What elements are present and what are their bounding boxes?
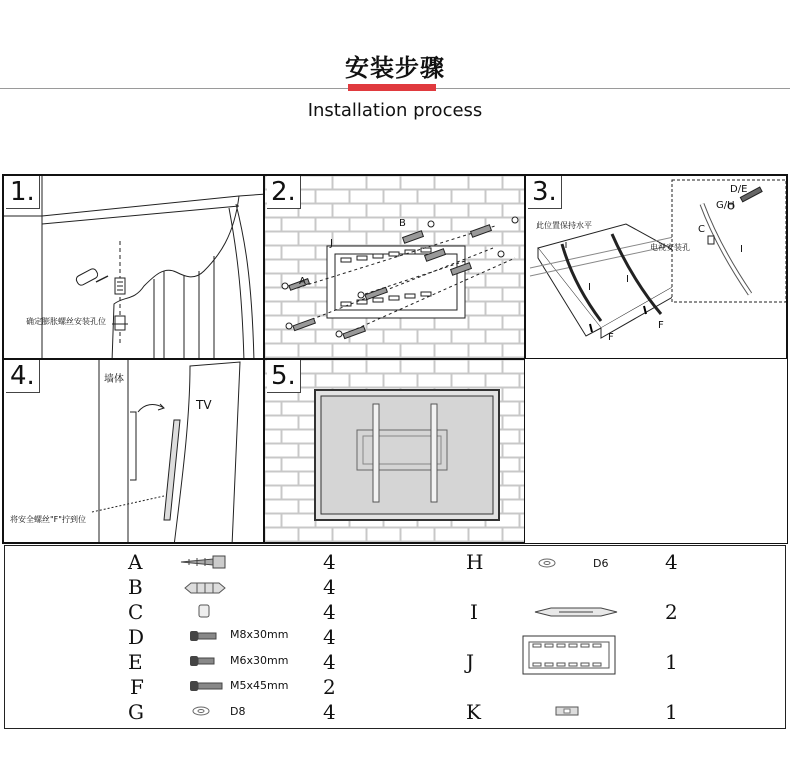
label-f-right: F xyxy=(658,320,664,331)
step-4-panel xyxy=(2,358,265,544)
wall-label: 墙体 xyxy=(104,374,124,385)
part-j-qty: 1 xyxy=(665,650,678,674)
bolt-icon xyxy=(189,630,219,642)
part-b-qty: 4 xyxy=(323,575,336,599)
spacer-icon xyxy=(197,603,213,619)
part-h-qty: 4 xyxy=(665,550,678,574)
brick xyxy=(452,542,485,544)
brick xyxy=(418,542,451,544)
label-i-right: I xyxy=(740,244,743,255)
wall-plate-icon xyxy=(521,634,617,676)
wall-anchor-icon xyxy=(183,580,227,596)
part-c-letter: C xyxy=(128,600,144,624)
step-1-illustration xyxy=(4,176,265,360)
lag-screw-icon xyxy=(179,554,229,570)
bubble-level-icon xyxy=(555,705,581,717)
washer-icon xyxy=(191,705,211,717)
part-d-spec: M8x30mm xyxy=(230,628,289,641)
part-g-spec: D8 xyxy=(230,705,246,718)
step-3-illustration xyxy=(526,176,788,360)
part-k-qty: 1 xyxy=(665,700,678,724)
level-note: 此位置保持水平 xyxy=(536,221,592,230)
label-f-left: F xyxy=(608,332,614,343)
tighten-note: 将安全螺丝"F"拧到位 xyxy=(10,515,86,524)
part-a-letter: A xyxy=(128,550,143,574)
page-title: 安装步骤 xyxy=(345,54,445,82)
part-e-spec: M6x30mm xyxy=(230,654,289,667)
parts-list xyxy=(4,545,786,729)
label-gh: G/H xyxy=(716,200,735,211)
step-3-panel xyxy=(524,174,788,360)
part-h-spec: D6 xyxy=(593,557,609,570)
bolt-icon xyxy=(189,655,219,667)
label-c: C xyxy=(698,224,705,235)
part-f-letter: F xyxy=(130,675,144,699)
part-g-qty: 4 xyxy=(323,700,336,724)
part-c-qty: 4 xyxy=(323,600,336,624)
tv-holes-note: 电视安装孔 xyxy=(650,243,690,252)
label-b: B xyxy=(399,218,406,229)
label-i-left: I xyxy=(588,282,591,293)
step-4-number: 4. xyxy=(6,360,40,393)
vertical-bracket-icon xyxy=(531,604,621,620)
brick xyxy=(265,542,281,544)
washer-icon xyxy=(537,557,557,569)
part-a-qty: 4 xyxy=(323,550,336,574)
title-accent-bar xyxy=(348,84,436,91)
part-j-letter: J xyxy=(466,650,475,674)
brick xyxy=(384,542,417,544)
label-i-mid: I xyxy=(626,274,629,285)
step-5-panel xyxy=(263,358,526,544)
part-i-letter: I xyxy=(470,600,478,624)
page-subtitle: Installation process xyxy=(307,100,483,121)
brick xyxy=(316,542,349,544)
part-f-spec: M5x45mm xyxy=(230,679,289,692)
step-3-number: 3. xyxy=(528,176,562,209)
part-d-qty: 4 xyxy=(323,625,336,649)
step-1-panel xyxy=(2,174,265,360)
brick xyxy=(486,542,519,544)
drill-hole-note: 确定膨胀螺丝安装孔位 xyxy=(26,317,106,326)
label-de: D/E xyxy=(730,184,748,195)
tv-label: TV xyxy=(196,398,212,412)
long-bolt-icon xyxy=(189,680,225,692)
part-d-letter: D xyxy=(128,625,145,649)
part-f-qty: 2 xyxy=(323,675,336,699)
part-b-letter: B xyxy=(128,575,143,599)
brick xyxy=(350,542,383,544)
step-1-number: 1. xyxy=(6,176,40,209)
label-a: A xyxy=(299,276,306,287)
step-2-illustration xyxy=(265,176,526,360)
empty-panel xyxy=(524,358,788,544)
part-i-qty: 2 xyxy=(665,600,678,624)
step-5-illustration xyxy=(265,360,526,544)
step-2-number: 2. xyxy=(267,176,301,209)
part-k-letter: K xyxy=(466,700,481,724)
label-j: J xyxy=(330,238,333,249)
step-2-panel xyxy=(263,174,526,360)
part-g-letter: G xyxy=(128,700,144,724)
part-e-qty: 4 xyxy=(323,650,336,674)
brick xyxy=(282,542,315,544)
part-e-letter: E xyxy=(128,650,143,674)
part-h-letter: H xyxy=(466,550,484,574)
step-5-number: 5. xyxy=(267,360,301,393)
